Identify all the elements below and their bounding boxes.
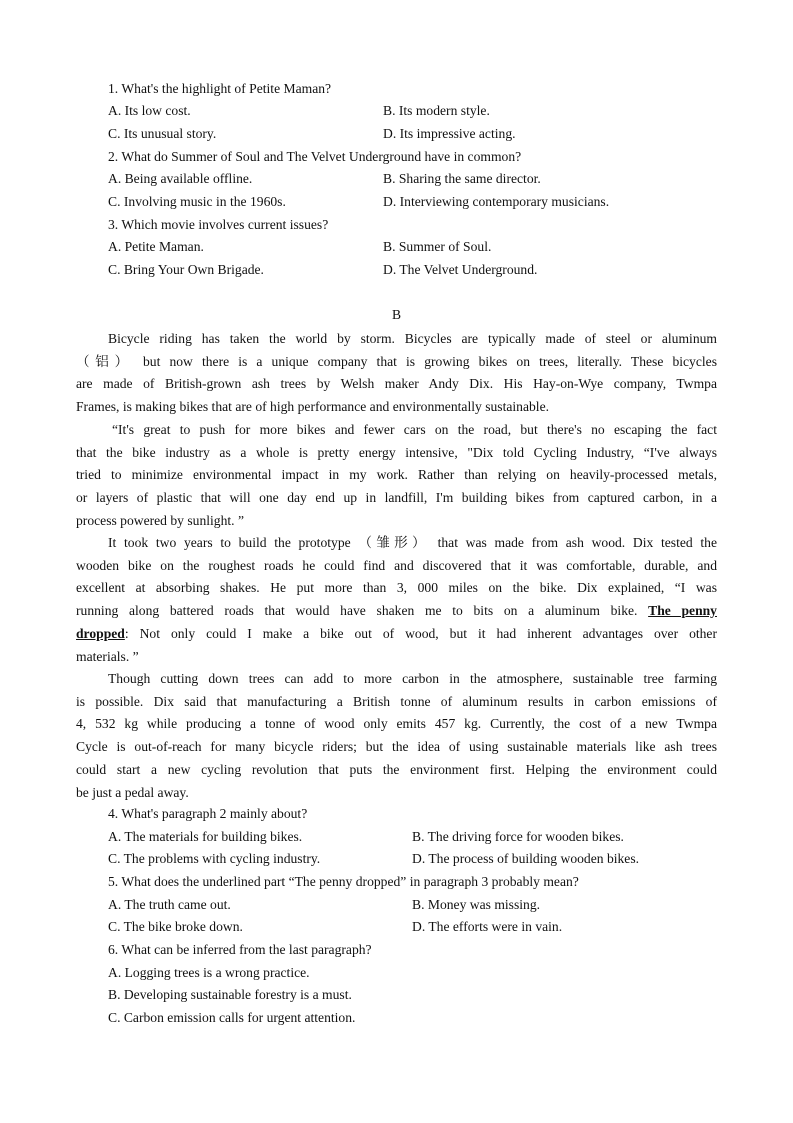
- question-2-option-d: D. Interviewing contemporary musicians.: [383, 194, 610, 209]
- paragraph-1-line-4: Frames, is making bikes that are of high performance and environmentally sustainable.: [76, 399, 550, 415]
- question-3-option-d: D. The Velvet Underground.: [383, 262, 538, 277]
- paragraph-4-line-5: could start a new cycling revolution that puts the environment first. Helping the environment could: [76, 761, 717, 777]
- question-1-option-a: A. Its low cost.: [108, 103, 191, 118]
- question-4-option-b: B. The driving force for wooden bikes.: [412, 829, 624, 844]
- paragraph-3-line-5-text: : Not only could I make a bike out of wood, but it had inherent advantages over other: [124, 625, 717, 641]
- question-2-option-b: B. Sharing the same director.: [383, 171, 541, 186]
- paragraph-1-line-3: are made of British-grown ash trees by Welsh maker Andy Dix. His Hay-on-Wye company, Twmpa: [76, 376, 717, 392]
- paragraph-1-line-2: （铝） but now there is a unique company that is growing bikes on trees, literally. These bicycles: [76, 353, 717, 369]
- paragraph-2-line-5: process powered by sunlight. ”: [76, 512, 244, 528]
- passage-paragraph-2: [76, 419, 717, 533]
- paragraph-3-line-2: wooden bike on the roughest roads he could find and discovered that it was comfortable, durable, and: [76, 557, 717, 573]
- paragraph-4-line-6: be just a pedal away.: [76, 784, 189, 800]
- section-heading-b: B: [391, 307, 402, 322]
- question-6-option-b: B. Developing sustainable forestry is a must.: [108, 987, 352, 1002]
- paragraph-3-line-1: It took two years to build the prototype （雏形） that was made from ash wood. Dix tested the: [108, 535, 717, 550]
- paragraph-2-line-2: that the bike industry as a whole is pretty energy intensive, "Dix told Cycling Industry, “I've always: [76, 444, 717, 460]
- question-6-option-c: C. Carbon emission calls for urgent attention.: [108, 1010, 356, 1025]
- paragraph-2-line-1: “It's great to push for more bikes and fewer cars on the road, but there's no escaping the fact: [112, 422, 717, 437]
- paragraph-4-line-1: Though cutting down trees can add to more carbon in the atmosphere, sustainable tree farming: [108, 671, 717, 686]
- paragraph-3-line-6: materials. ”: [76, 648, 139, 664]
- paragraph-3-line-3: excellent at absorbing shakes. He put more than 3, 000 miles on the bike. Dix explained, “I was: [76, 580, 717, 596]
- question-3-option-c: C. Bring Your Own Brigade.: [108, 262, 264, 277]
- passage-paragraph-3: [76, 532, 717, 668]
- question-1-option-b: B. Its modern style.: [383, 103, 490, 118]
- question-1-option-c: C. Its unusual story.: [108, 126, 217, 141]
- paragraph-2-line-3: tried to minimize environmental impact in my work. Rather than relying on heavily-processed metals,: [76, 467, 717, 483]
- question-5-stem: 5. What does the underlined part “The penny dropped” in paragraph 3 probably mean?: [108, 874, 579, 889]
- underlined-phrase-part-2: dropped: [76, 625, 125, 641]
- paragraph-4-line-3: 4, 532 kg while producing a tonne of wood only emits 457 kg. Currently, the cost of a new Twmpa: [76, 716, 717, 732]
- question-5-option-b: B. Money was missing.: [412, 897, 541, 912]
- question-5-option-c: C. The bike broke down.: [108, 919, 243, 934]
- paragraph-1-line-1: Bicycle riding has taken the world by storm. Bicycles are typically made of steel or aluminum: [108, 331, 717, 346]
- question-2-option-a: A. Being available offline.: [108, 171, 253, 186]
- question-4-option-a: A. The materials for building bikes.: [108, 829, 303, 844]
- paragraph-2-line-4: or layers of plastic that will one day end up in landfill, I'm building bikes from captured carbon, in a: [76, 490, 717, 506]
- passage-paragraph-4: [76, 668, 717, 804]
- question-1-option-d: D. Its impressive acting.: [383, 126, 516, 141]
- question-2-stem: 2. What do Summer of Soul and The Velvet Underground have in common?: [108, 149, 522, 164]
- underlined-phrase-part-1: The penny: [648, 603, 717, 619]
- question-3-option-b: B. Summer of Soul.: [383, 239, 492, 254]
- question-6-stem: 6. What can be inferred from the last paragraph?: [108, 942, 372, 957]
- question-2-option-c: C. Involving music in the 1960s.: [108, 194, 286, 209]
- paragraph-3-line-4: [76, 600, 717, 623]
- paragraph-4-line-2: is possible. Dix said that manufacturing a British tonne of aluminum results in carbon emissions of: [76, 693, 717, 709]
- question-3-option-a: A. Petite Maman.: [108, 239, 204, 254]
- question-5-option-d: D. The efforts were in vain.: [412, 919, 563, 934]
- question-5-option-a: A. The truth came out.: [108, 897, 231, 912]
- paragraph-3-line-4-text: running along battered roads that would have shaken me to bits on a aluminum bike.: [76, 603, 638, 619]
- question-3-stem: 3. Which movie involves current issues?: [108, 217, 329, 232]
- question-4-option-d: D. The process of building wooden bikes.: [412, 851, 640, 866]
- question-4-option-c: C. The problems with cycling industry.: [108, 851, 321, 866]
- paragraph-3-line-5: [76, 623, 717, 646]
- question-1-stem: 1. What's the highlight of Petite Maman?: [108, 81, 332, 96]
- paragraph-4-line-4: Cycle is out-of-reach for many bicycle riders; but the idea of using sustainable materials like ash trees: [76, 739, 717, 755]
- question-6-option-a: A. Logging trees is a wrong practice.: [108, 965, 310, 980]
- passage-paragraph-1: [76, 328, 717, 419]
- question-4-stem: 4. What's paragraph 2 mainly about?: [108, 806, 308, 821]
